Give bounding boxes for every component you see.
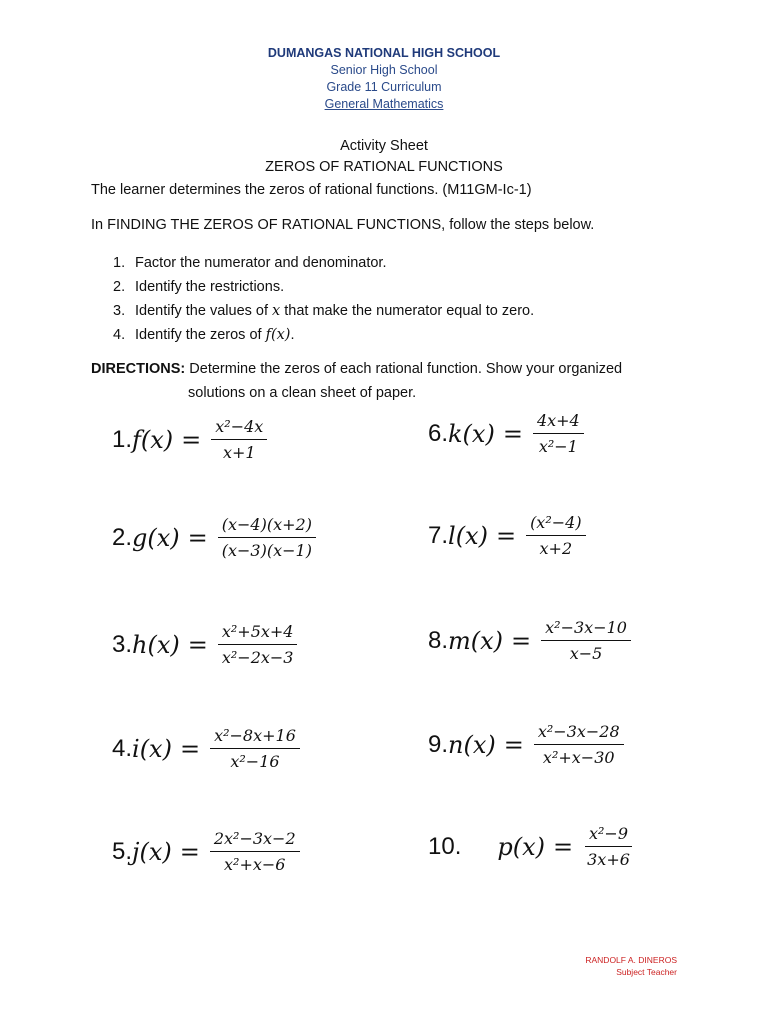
denominator: 3x+6 — [587, 850, 630, 869]
step-text: Identify the restrictions. — [135, 279, 285, 295]
steps-list — [113, 251, 534, 347]
school-name: DUMANGAS NATIONAL HIGH SCHOOL — [267, 46, 501, 60]
problem-2 — [112, 515, 316, 560]
numerator: x²−4x — [211, 417, 267, 440]
problem-1 — [112, 417, 267, 462]
subject-link[interactable]: General Mathematics — [324, 97, 444, 111]
function-name: p(x) — [497, 832, 545, 861]
numerator: (x−4)(x+2) — [218, 515, 316, 538]
problem-number: 7. — [428, 521, 449, 549]
denominator: (x−3)(x−1) — [221, 541, 312, 560]
problem-number: 10. — [428, 832, 462, 860]
step-text: Identify the values of — [135, 303, 273, 319]
teacher-name: RANDOLF A. DINEROS — [585, 955, 677, 965]
problem-number: 2. — [112, 523, 133, 551]
rational-expression — [541, 618, 631, 663]
equals-sign: = — [179, 734, 201, 763]
problem-6 — [428, 411, 584, 456]
function-name: h(x) — [132, 630, 180, 659]
problem-number: 1. — [112, 425, 133, 453]
step-number: 4. — [113, 327, 126, 343]
function-name: n(x) — [448, 730, 496, 759]
function-name: g(x) — [132, 523, 180, 552]
numerator: x²+5x+4 — [218, 622, 298, 645]
problem-number: 6. — [428, 419, 449, 447]
function-name: m(x) — [448, 626, 504, 655]
problem-9 — [428, 722, 624, 767]
equals-sign: = — [495, 521, 517, 550]
numerator: (x²−4) — [526, 513, 586, 536]
problem-number: 9. — [428, 730, 449, 758]
denominator: x²−16 — [230, 752, 280, 771]
denominator: x²−2x−3 — [221, 648, 294, 667]
rational-expression — [210, 829, 300, 874]
step-text: Factor the numerator and denominator. — [135, 255, 387, 271]
problem-5 — [112, 829, 300, 874]
learning-objective: The learner determines the zeros of rational functions. (M11GM-Ic-1) — [91, 182, 532, 198]
denominator: x+2 — [539, 539, 573, 558]
sheet-titles — [0, 136, 768, 178]
equals-sign: = — [511, 626, 532, 655]
sheet-topic: ZEROS OF RATIONAL FUNCTIONS — [265, 159, 503, 175]
problem-7 — [428, 513, 586, 558]
function-name: f(x) — [132, 425, 174, 454]
problem-number: 8. — [428, 626, 449, 654]
numerator: x²−9 — [585, 824, 632, 847]
step-text: that make the numerator equal to zero. — [280, 303, 535, 319]
directions-text: Determine the zeros of each rational function. Show your organized — [185, 361, 623, 377]
rational-expression — [534, 722, 624, 767]
step-item — [113, 275, 534, 299]
numerator: 2x²−3x−2 — [210, 829, 300, 852]
teacher-signature-block — [585, 954, 677, 978]
problem-number: 5. — [112, 837, 133, 865]
denominator: x−5 — [569, 644, 603, 663]
equals-sign: = — [181, 425, 202, 454]
step-text: . — [290, 327, 295, 343]
equals-sign: = — [502, 419, 523, 448]
problem-10 — [428, 824, 634, 869]
rational-expression — [210, 726, 300, 771]
numerator: x²−3x−10 — [541, 618, 631, 641]
numerator: x²−3x−28 — [534, 722, 624, 745]
step-math: x — [272, 303, 281, 319]
directions-label: DIRECTIONS: — [91, 361, 186, 377]
problem-number: 3. — [112, 630, 133, 658]
step-math: f(x) — [265, 327, 291, 343]
problem-4 — [112, 726, 300, 771]
directions-text-continued: solutions on a clean sheet of paper. — [188, 385, 417, 401]
function-name: k(x) — [448, 419, 495, 448]
step-text: Identify the zeros of — [135, 327, 266, 343]
rational-expression — [218, 622, 298, 667]
equals-sign: = — [179, 837, 200, 866]
problem-8 — [428, 618, 631, 663]
numerator: x²−8x+16 — [210, 726, 300, 749]
equals-sign: = — [503, 730, 524, 759]
step-number: 3. — [113, 303, 126, 319]
step-item — [113, 299, 534, 323]
school-header — [0, 45, 768, 113]
equals-sign: = — [187, 630, 208, 659]
rational-expression — [526, 513, 586, 558]
function-name: i(x) — [132, 734, 172, 763]
function-name: l(x) — [448, 521, 488, 550]
equals-sign: = — [187, 523, 208, 552]
step-number: 1. — [113, 255, 126, 271]
denominator: x²+x−30 — [542, 748, 615, 767]
steps-intro: In FINDING THE ZEROS OF RATIONAL FUNCTIONS, follow the steps below. — [91, 217, 595, 233]
step-item — [113, 251, 534, 275]
teacher-role: Subject Teacher — [616, 967, 677, 977]
rational-expression — [211, 417, 267, 462]
denominator: x²−1 — [538, 437, 578, 456]
rational-expression — [533, 411, 584, 456]
rational-expression — [218, 515, 316, 560]
problem-3 — [112, 622, 297, 667]
function-name: j(x) — [132, 837, 172, 866]
curriculum-label: Grade 11 Curriculum — [326, 80, 442, 94]
step-item — [113, 323, 534, 347]
school-level: Senior High School — [330, 63, 438, 77]
step-number: 2. — [113, 279, 126, 295]
numerator: 4x+4 — [533, 411, 584, 434]
denominator: x²+x−6 — [224, 855, 286, 874]
equals-sign: = — [553, 832, 574, 861]
problem-number: 4. — [112, 734, 133, 762]
sheet-title: Activity Sheet — [340, 138, 428, 154]
directions — [91, 357, 701, 405]
rational-expression — [583, 824, 634, 869]
denominator: x+1 — [223, 443, 256, 462]
